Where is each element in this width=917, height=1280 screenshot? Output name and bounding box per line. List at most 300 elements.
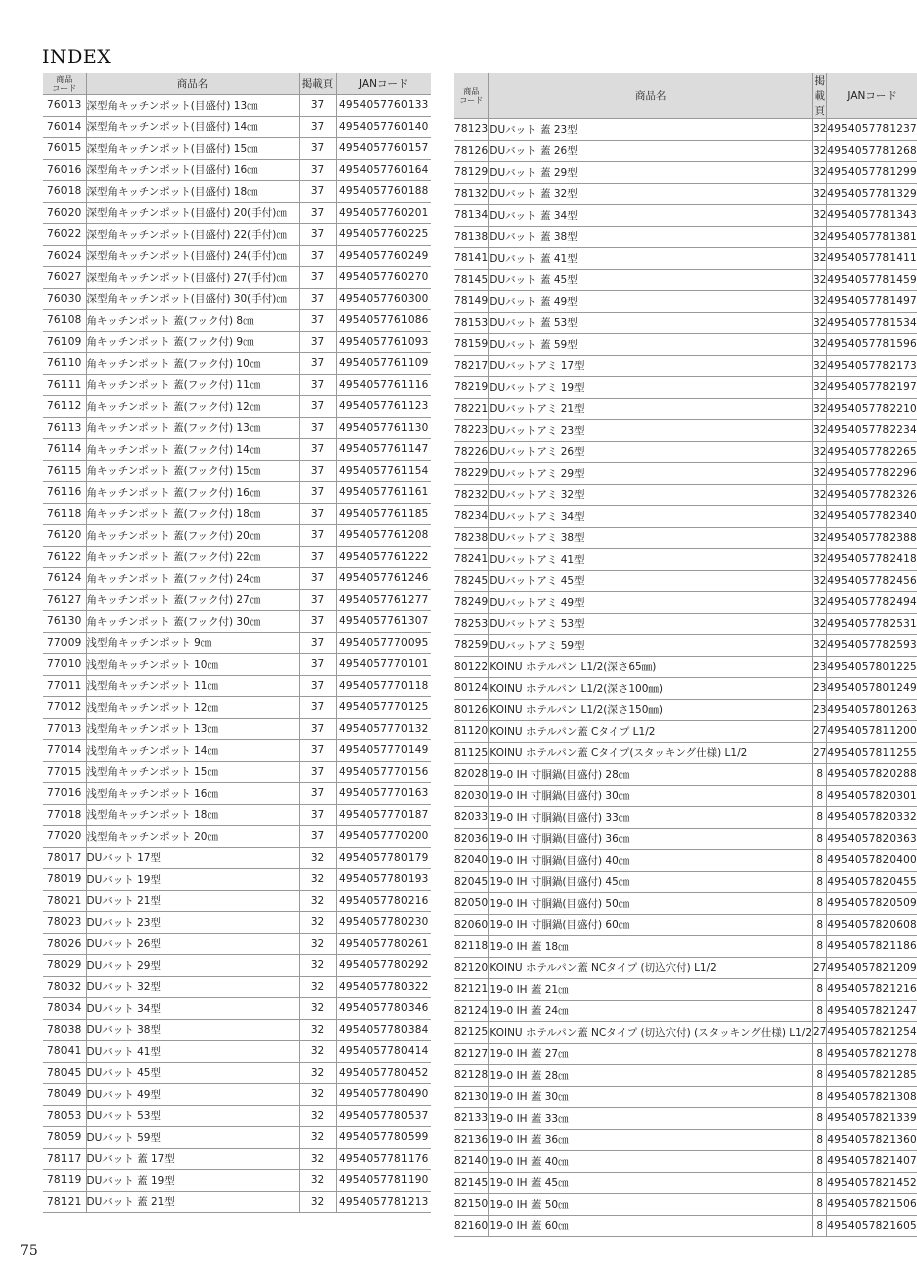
product-name-cell: 深型角キッチンポット(目盛付) 16㎝ (86, 159, 299, 181)
product-code-cell: 78019 (43, 869, 86, 891)
product-code-cell: 78038 (43, 1019, 86, 1041)
table-row (454, 377, 917, 399)
table-row (454, 807, 917, 829)
table-row (43, 417, 431, 439)
page-cell: 8 (813, 764, 827, 786)
product-code-cell: 76022 (43, 224, 86, 246)
page-cell: 32 (813, 484, 827, 506)
jan-code-cell: 4954057770187 (336, 804, 431, 826)
table-row (454, 1000, 917, 1022)
jan-code-cell: 4954057780179 (336, 847, 431, 869)
product-code-cell: 76015 (43, 138, 86, 160)
table-row (454, 269, 917, 291)
product-name-cell: 角キッチンポット 蓋(フック付) 13㎝ (86, 417, 299, 439)
page-cell: 32 (299, 955, 336, 977)
page-cell: 37 (299, 783, 336, 805)
table-row (454, 1086, 917, 1108)
product-code-cell: 82028 (454, 764, 489, 786)
product-code-cell: 82160 (454, 1215, 489, 1237)
product-code-cell: 78219 (454, 377, 489, 399)
jan-code-cell: 4954057761277 (336, 589, 431, 611)
jan-code-cell: 4954057781411 (827, 248, 917, 270)
table-row (43, 202, 431, 224)
product-name-cell: 深型角キッチンポット(目盛付) 27(手付)㎝ (86, 267, 299, 289)
product-name-cell: 19-0 IH 蓋 50㎝ (489, 1194, 813, 1216)
product-code-cell: 82136 (454, 1129, 489, 1151)
product-name-cell: KOINU ホテルパン L1/2(深さ100㎜) (489, 678, 813, 700)
jan-code-cell: 4954057782234 (827, 420, 917, 442)
table-row (43, 267, 431, 289)
jan-code-cell: 4954057781329 (827, 183, 917, 205)
table-row (43, 869, 431, 891)
product-code-cell: 78259 (454, 635, 489, 657)
jan-code-cell: 4954057781596 (827, 334, 917, 356)
product-code-cell: 76120 (43, 525, 86, 547)
table-row (43, 546, 431, 568)
table-row (454, 570, 917, 592)
product-name-cell: 深型角キッチンポット(目盛付) 18㎝ (86, 181, 299, 203)
table-row (43, 761, 431, 783)
jan-code-cell: 4954057781268 (827, 140, 917, 162)
jan-code-cell: 4954057821216 (827, 979, 917, 1001)
table-row (454, 871, 917, 893)
product-name-cell: KOINU ホテルパン蓋 NCタイプ (切込穴付) (スタッキング仕様) L1/2 (489, 1022, 813, 1044)
jan-code-cell: 4954057761093 (336, 331, 431, 353)
product-name-cell: 浅型角キッチンポット 10㎝ (86, 654, 299, 676)
index-table-left (43, 73, 431, 1213)
page-cell: 32 (813, 334, 827, 356)
product-name-cell: 角キッチンポット 蓋(フック付) 14㎝ (86, 439, 299, 461)
jan-code-cell: 4954057821506 (827, 1194, 917, 1216)
jan-code-cell: 4954057820455 (827, 871, 917, 893)
table-row (454, 1194, 917, 1216)
jan-code-cell: 4954057781381 (827, 226, 917, 248)
product-code-cell: 82118 (454, 936, 489, 958)
product-code-cell: 76115 (43, 460, 86, 482)
product-code-cell: 82124 (454, 1000, 489, 1022)
table-row (43, 288, 431, 310)
page-cell: 32 (299, 998, 336, 1020)
product-name-cell: DUバット 蓋 29型 (489, 162, 813, 184)
jan-code-cell: 4954057760164 (336, 159, 431, 181)
product-name-cell: DUバット 19型 (86, 869, 299, 891)
page-cell: 32 (813, 441, 827, 463)
page-cell: 37 (299, 525, 336, 547)
product-name-cell: DUバット 17型 (86, 847, 299, 869)
jan-code-cell: 4954057760300 (336, 288, 431, 310)
table-row (43, 525, 431, 547)
page-cell: 8 (813, 828, 827, 850)
page-cell: 37 (299, 353, 336, 375)
table-row (454, 441, 917, 463)
product-name-cell: DUバット 蓋 21型 (86, 1191, 299, 1213)
jan-code-cell: 4954057780346 (336, 998, 431, 1020)
jan-code-cell: 4954057770118 (336, 675, 431, 697)
product-code-cell: 78253 (454, 613, 489, 635)
product-code-cell: 76013 (43, 95, 86, 117)
page-cell: 32 (813, 463, 827, 485)
page-cell: 37 (299, 396, 336, 418)
page-cell: 8 (813, 871, 827, 893)
table-row (43, 310, 431, 332)
header-code-line2: コード (459, 95, 484, 105)
product-name-cell: 19-0 IH 寸胴鍋(目盛付) 33㎝ (489, 807, 813, 829)
jan-code-cell: 4954057770200 (336, 826, 431, 848)
page-cell: 32 (813, 162, 827, 184)
product-code-cell: 77014 (43, 740, 86, 762)
product-code-cell: 82127 (454, 1043, 489, 1065)
product-name-cell: DUバットアミ 29型 (489, 463, 813, 485)
product-code-cell: 76116 (43, 482, 86, 504)
page-cell: 32 (813, 613, 827, 635)
product-code-cell: 77010 (43, 654, 86, 676)
jan-code-cell: 4954057761246 (336, 568, 431, 590)
table-row (454, 463, 917, 485)
table-row (43, 632, 431, 654)
product-code-cell: 76018 (43, 181, 86, 203)
table-row (43, 804, 431, 826)
jan-code-cell: 4954057801225 (827, 656, 917, 678)
product-name-cell: 19-0 IH 蓋 24㎝ (489, 1000, 813, 1022)
product-name-cell: 19-0 IH 寸胴鍋(目盛付) 50㎝ (489, 893, 813, 915)
jan-code-cell: 4954057780322 (336, 976, 431, 998)
jan-code-cell: 4954057770149 (336, 740, 431, 762)
jan-code-cell: 4954057770101 (336, 654, 431, 676)
jan-code-cell: 4954057761154 (336, 460, 431, 482)
page-cell: 37 (299, 202, 336, 224)
jan-code-cell: 4954057780490 (336, 1084, 431, 1106)
product-code-cell: 78234 (454, 506, 489, 528)
header-code-line2: コード (52, 83, 77, 93)
product-code-cell: 78149 (454, 291, 489, 313)
jan-code-cell: 4954057761109 (336, 353, 431, 375)
table-row (43, 675, 431, 697)
page-cell: 37 (299, 611, 336, 633)
jan-code-cell: 4954057761161 (336, 482, 431, 504)
jan-code-cell: 4954057761222 (336, 546, 431, 568)
header-product-name: 商品名 (86, 73, 299, 95)
product-name-cell: DUバットアミ 53型 (489, 613, 813, 635)
page-cell: 8 (813, 1108, 827, 1130)
header-code-line1: 商品 (56, 74, 73, 84)
product-name-cell: DUバット 蓋 45型 (489, 269, 813, 291)
page-cell: 8 (813, 1129, 827, 1151)
product-code-cell: 76113 (43, 417, 86, 439)
page-cell: 32 (813, 269, 827, 291)
product-code-cell: 78032 (43, 976, 86, 998)
product-name-cell: DUバット 蓋 26型 (489, 140, 813, 162)
product-name-cell: DUバット 蓋 34型 (489, 205, 813, 227)
page-cell: 37 (299, 95, 336, 117)
table-row (454, 484, 917, 506)
product-name-cell: 角キッチンポット 蓋(フック付) 22㎝ (86, 546, 299, 568)
product-code-cell: 78126 (454, 140, 489, 162)
header-jan-code: JANコード (827, 73, 917, 119)
product-code-cell: 76114 (43, 439, 86, 461)
jan-code-cell: 4954057760201 (336, 202, 431, 224)
product-name-cell: 深型角キッチンポット(目盛付) 20(手付)㎝ (86, 202, 299, 224)
product-name-cell: 角キッチンポット 蓋(フック付) 8㎝ (86, 310, 299, 332)
product-name-cell: 浅型角キッチンポット 12㎝ (86, 697, 299, 719)
table-row (43, 245, 431, 267)
product-code-cell: 77015 (43, 761, 86, 783)
product-code-cell: 78029 (43, 955, 86, 977)
jan-code-cell: 4954057761116 (336, 374, 431, 396)
table-row (454, 355, 917, 377)
page-cell: 27 (813, 721, 827, 743)
product-code-cell: 82145 (454, 1172, 489, 1194)
table-row (454, 1022, 917, 1044)
jan-code-cell: 4954057780452 (336, 1062, 431, 1084)
page-cell: 32 (299, 1084, 336, 1106)
product-code-cell: 77020 (43, 826, 86, 848)
table-row (43, 331, 431, 353)
product-name-cell: 19-0 IH 蓋 18㎝ (489, 936, 813, 958)
product-code-cell: 77013 (43, 718, 86, 740)
product-name-cell: DUバットアミ 45型 (489, 570, 813, 592)
table-row (43, 1084, 431, 1106)
product-name-cell: DUバットアミ 34型 (489, 506, 813, 528)
jan-code-cell: 4954057780537 (336, 1105, 431, 1127)
jan-code-cell: 4954057760157 (336, 138, 431, 160)
table-row (43, 740, 431, 762)
table-row (43, 933, 431, 955)
table-row (454, 398, 917, 420)
table-row (454, 1108, 917, 1130)
product-code-cell: 82133 (454, 1108, 489, 1130)
product-code-cell: 78041 (43, 1041, 86, 1063)
product-code-cell: 78249 (454, 592, 489, 614)
table-row (43, 439, 431, 461)
product-name-cell: 角キッチンポット 蓋(フック付) 9㎝ (86, 331, 299, 353)
product-name-cell: 19-0 IH 蓋 27㎝ (489, 1043, 813, 1065)
product-name-cell: DUバットアミ 21型 (489, 398, 813, 420)
product-code-cell: 82050 (454, 893, 489, 915)
table-row (454, 549, 917, 571)
table-row (454, 1172, 917, 1194)
jan-code-cell: 4954057760249 (336, 245, 431, 267)
page-cell: 37 (299, 159, 336, 181)
page-cell: 32 (813, 119, 827, 141)
product-name-cell: 角キッチンポット 蓋(フック付) 12㎝ (86, 396, 299, 418)
page-cell: 8 (813, 893, 827, 915)
product-name-cell: DUバット 32型 (86, 976, 299, 998)
product-code-cell: 80122 (454, 656, 489, 678)
table-row (454, 119, 917, 141)
page-cell: 37 (299, 116, 336, 138)
page-cell: 37 (299, 267, 336, 289)
product-code-cell: 78238 (454, 527, 489, 549)
page-cell: 37 (299, 654, 336, 676)
product-name-cell: 浅型角キッチンポット 9㎝ (86, 632, 299, 654)
jan-code-cell: 4954057782593 (827, 635, 917, 657)
product-code-cell: 76111 (43, 374, 86, 396)
product-name-cell: 角キッチンポット 蓋(フック付) 15㎝ (86, 460, 299, 482)
header-page: 掲載頁 (299, 73, 336, 95)
jan-code-cell: 4954057760225 (336, 224, 431, 246)
table-row (454, 592, 917, 614)
product-code-cell: 76127 (43, 589, 86, 611)
product-code-cell: 78129 (454, 162, 489, 184)
product-code-cell: 76124 (43, 568, 86, 590)
product-name-cell: 角キッチンポット 蓋(フック付) 16㎝ (86, 482, 299, 504)
page-cell: 37 (299, 482, 336, 504)
page-cell: 37 (299, 718, 336, 740)
table-row (454, 613, 917, 635)
index-table-right (454, 73, 917, 1237)
page-cell: 32 (813, 527, 827, 549)
product-name-cell: DUバット 蓋 38型 (489, 226, 813, 248)
product-code-cell: 81120 (454, 721, 489, 743)
product-name-cell: 浅型角キッチンポット 11㎝ (86, 675, 299, 697)
product-name-cell: DUバット 34型 (86, 998, 299, 1020)
jan-code-cell: 4954057782296 (827, 463, 917, 485)
product-name-cell: 19-0 IH 寸胴鍋(目盛付) 30㎝ (489, 785, 813, 807)
header-code-line1: 商品 (463, 86, 480, 96)
product-code-cell: 78226 (454, 441, 489, 463)
table-row (43, 847, 431, 869)
page-cell: 32 (813, 248, 827, 270)
product-name-cell: 深型角キッチンポット(目盛付) 30(手付)㎝ (86, 288, 299, 310)
page-cell: 32 (813, 570, 827, 592)
product-name-cell: DUバット 蓋 41型 (489, 248, 813, 270)
jan-code-cell: 4954057782340 (827, 506, 917, 528)
page-cell: 37 (299, 374, 336, 396)
table-row (43, 503, 431, 525)
jan-code-cell: 4954057820363 (827, 828, 917, 850)
page-cell: 8 (813, 1215, 827, 1237)
table-row (454, 957, 917, 979)
jan-code-cell: 4954057781497 (827, 291, 917, 313)
jan-code-cell: 4954057782494 (827, 592, 917, 614)
jan-code-cell: 4954057801263 (827, 699, 917, 721)
page-cell: 8 (813, 936, 827, 958)
table-row (43, 697, 431, 719)
product-name-cell: DUバット 59型 (86, 1127, 299, 1149)
jan-code-cell: 4954057770095 (336, 632, 431, 654)
jan-code-cell: 4954057811200 (827, 721, 917, 743)
product-name-cell: DUバットアミ 59型 (489, 635, 813, 657)
product-name-cell: KOINU ホテルパン蓋 Cタイプ L1/2 (489, 721, 813, 743)
product-code-cell: 82130 (454, 1086, 489, 1108)
product-code-cell: 82121 (454, 979, 489, 1001)
product-code-cell: 77018 (43, 804, 86, 826)
jan-code-cell: 4954057820400 (827, 850, 917, 872)
product-code-cell: 78026 (43, 933, 86, 955)
product-name-cell: DUバット 38型 (86, 1019, 299, 1041)
jan-code-cell: 4954057821254 (827, 1022, 917, 1044)
table-row (454, 334, 917, 356)
table-row (454, 979, 917, 1001)
product-code-cell: 78232 (454, 484, 489, 506)
jan-code-cell: 4954057781213 (336, 1191, 431, 1213)
table-row (43, 374, 431, 396)
page-cell: 37 (299, 675, 336, 697)
page-cell: 37 (299, 826, 336, 848)
table-row (43, 1191, 431, 1213)
jan-code-cell: 4954057820332 (827, 807, 917, 829)
page-cell: 32 (299, 1105, 336, 1127)
jan-code-cell: 4954057761147 (336, 439, 431, 461)
table-row (454, 291, 917, 313)
page-cell: 37 (299, 740, 336, 762)
product-code-cell: 82120 (454, 957, 489, 979)
product-name-cell: 浅型角キッチンポット 18㎝ (86, 804, 299, 826)
product-name-cell: 角キッチンポット 蓋(フック付) 11㎝ (86, 374, 299, 396)
table-row (454, 248, 917, 270)
product-name-cell: 角キッチンポット 蓋(フック付) 30㎝ (86, 611, 299, 633)
product-name-cell: 19-0 IH 寸胴鍋(目盛付) 60㎝ (489, 914, 813, 936)
page-cell: 32 (299, 1170, 336, 1192)
product-code-cell: 78023 (43, 912, 86, 934)
product-code-cell: 78017 (43, 847, 86, 869)
product-code-cell: 76122 (43, 546, 86, 568)
product-name-cell: 浅型角キッチンポット 20㎝ (86, 826, 299, 848)
jan-code-cell: 4954057760140 (336, 116, 431, 138)
page-cell: 37 (299, 568, 336, 590)
jan-code-cell: 4954057781176 (336, 1148, 431, 1170)
table-row (43, 976, 431, 998)
table-row (454, 506, 917, 528)
product-code-cell: 76020 (43, 202, 86, 224)
page-cell: 37 (299, 697, 336, 719)
product-code-cell: 78034 (43, 998, 86, 1020)
page-cell: 32 (299, 933, 336, 955)
product-code-cell: 77012 (43, 697, 86, 719)
product-code-cell: 82040 (454, 850, 489, 872)
jan-code-cell: 4954057801249 (827, 678, 917, 700)
product-code-cell: 76112 (43, 396, 86, 418)
page-cell: 32 (813, 398, 827, 420)
product-code-cell: 78132 (454, 183, 489, 205)
jan-code-cell: 4954057821339 (827, 1108, 917, 1130)
product-name-cell: DUバット 蓋 59型 (489, 334, 813, 356)
page-cell: 32 (813, 377, 827, 399)
table-row (43, 460, 431, 482)
jan-code-cell: 4954057781534 (827, 312, 917, 334)
product-code-cell: 80124 (454, 678, 489, 700)
table-row (454, 1151, 917, 1173)
product-code-cell: 78123 (454, 119, 489, 141)
product-name-cell: 19-0 IH 蓋 33㎝ (489, 1108, 813, 1130)
page-cell: 32 (299, 890, 336, 912)
header-jan-code: JANコード (336, 73, 431, 95)
jan-code-cell: 4954057821407 (827, 1151, 917, 1173)
table-row (43, 396, 431, 418)
jan-code-cell: 4954057770132 (336, 718, 431, 740)
table-row (43, 1105, 431, 1127)
header-product-code (454, 73, 489, 119)
product-name-cell: 浅型角キッチンポット 15㎝ (86, 761, 299, 783)
page-cell: 32 (299, 1041, 336, 1063)
product-name-cell: DUバット 49型 (86, 1084, 299, 1106)
product-code-cell: 80126 (454, 699, 489, 721)
jan-code-cell: 4954057780599 (336, 1127, 431, 1149)
page-cell: 37 (299, 245, 336, 267)
jan-code-cell: 4954057780261 (336, 933, 431, 955)
jan-code-cell: 4954057770156 (336, 761, 431, 783)
page-cell: 37 (299, 288, 336, 310)
product-code-cell: 78229 (454, 463, 489, 485)
jan-code-cell: 4954057780216 (336, 890, 431, 912)
product-code-cell: 78059 (43, 1127, 86, 1149)
page-cell: 37 (299, 546, 336, 568)
product-code-cell: 78021 (43, 890, 86, 912)
table-row (454, 656, 917, 678)
page-cell: 8 (813, 1194, 827, 1216)
jan-code-cell: 4954057821308 (827, 1086, 917, 1108)
page-cell: 37 (299, 181, 336, 203)
